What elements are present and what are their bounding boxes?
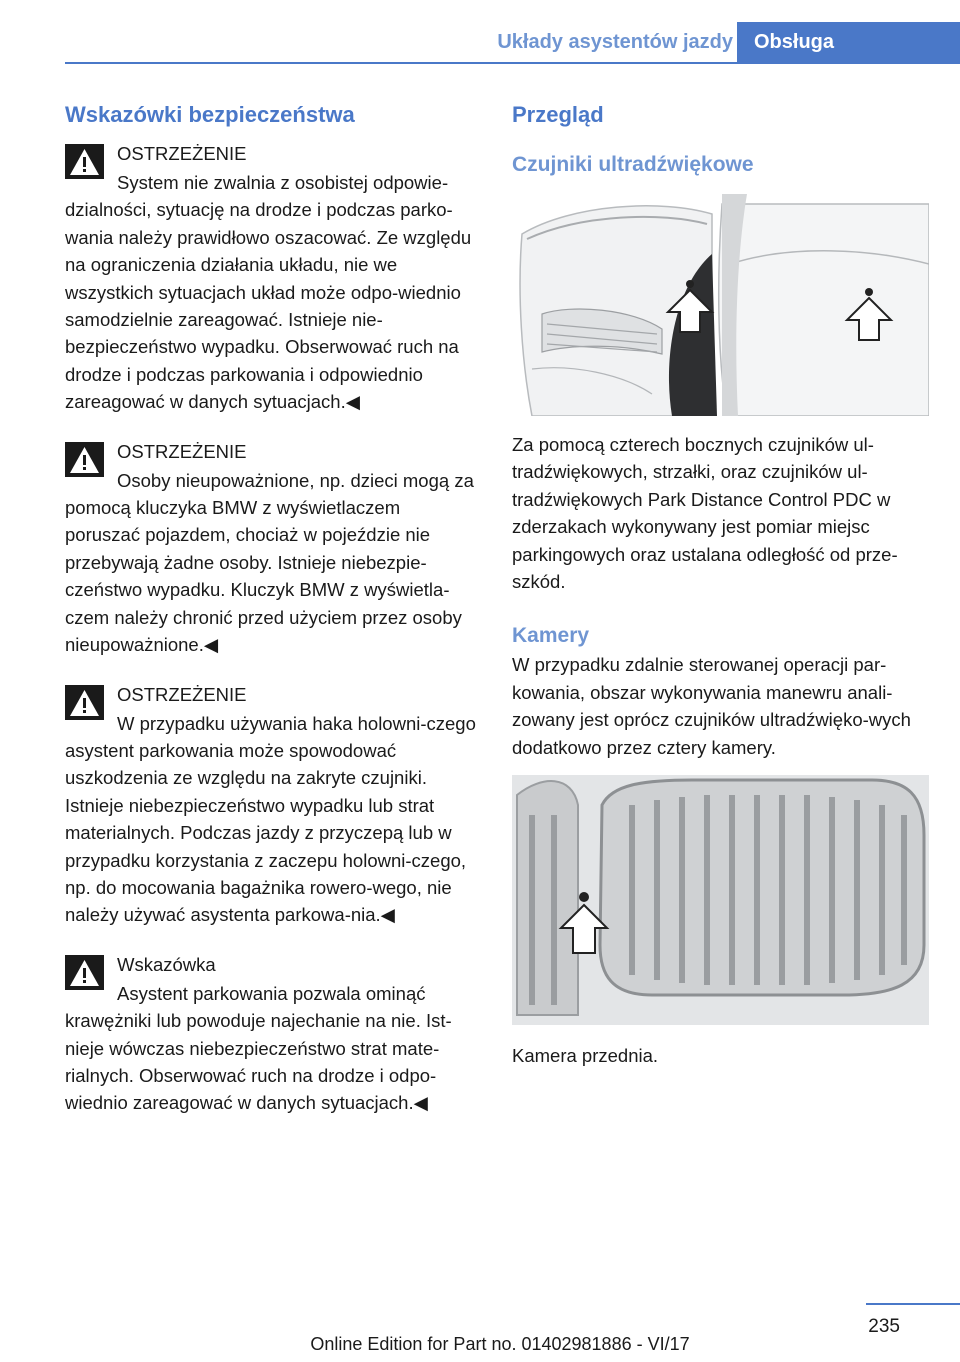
car-sensors-illustration: [512, 194, 929, 416]
right-column: [512, 100, 930, 1069]
section-tab[interactable]: Obsługa: [737, 22, 960, 62]
header-rule: [65, 62, 960, 64]
warning-text: System nie zwalnia z osobistej odpowie‐dzialności, sytuację na drodze i podczas parko‐wania należy prawidłowo oszacować. Ze względu na ograniczenia działania układu, nie we wszystkich sytuacjach układ może odpo‐wiednio samodzielnie zareagować. Istnieje nie‐bezpieczeństwo wypadku. Obserwować ruch na drodze i podczas parkowania i odpowiednio zareagować w danych sytuacjach.◀: [65, 172, 472, 413]
note-title: Wskazówka: [117, 953, 216, 975]
warning-icon: [65, 144, 104, 179]
page-number: 235: [868, 1316, 900, 1337]
sensors-subheading: Czujniki ultradźwiękowe: [512, 153, 754, 176]
cameras-subheading: Kamery: [512, 624, 590, 648]
warning-block: [65, 681, 478, 929]
footer-rule: [866, 1303, 960, 1305]
sensors-description: Za pomocą czterech bocznych czujników ul‐tradźwiękowych, strzałki, oraz czujników ul‐tradźwiękowych Park Distance Control PDC w zderzakach wykonywany jest pomiar miejsc parkingowych oraz ustalana odległość od prze‐szkód.: [512, 434, 898, 593]
warning-icon: [65, 685, 104, 720]
warning-icon: [65, 442, 104, 477]
safety-heading: Wskazówki bezpieczeństwa: [65, 102, 355, 127]
overview-heading: Przegląd: [512, 102, 604, 127]
note-text: Asystent parkowania pozwala ominąć krawężniki lub powoduje najechanie na nie. Ist‐nieje wówczas niebezpieczeństwo strat mate‐rialnych. Obserwować ruch na drodze i odpo‐wiednio zareagować w danych sytuacjach.◀: [65, 982, 452, 1114]
warning-title: OSTRZEŻENIE: [117, 683, 247, 705]
front-camera-caption: Kamera przednia.: [512, 1045, 659, 1067]
left-column: [65, 100, 478, 1117]
note-block: [65, 951, 478, 1117]
warning-icon: [65, 955, 104, 990]
warning-block: [65, 438, 478, 659]
warning-block: [65, 140, 478, 416]
warning-title: OSTRZEŻENIE: [117, 440, 247, 462]
warning-text: W przypadku używania haka holowni‐czego asystent parkowania może spowodować uszkodzenia ze względu na zakryte czujniki. Istnieje niebezpieczeństwo wypadku lub strat materialnych. Podczas jazdy z przyczepą lub w przypadku korzystania z zaczepu holowni‐czego, np. do mocowania bagażnika rowero‐wego, nie należy używać asystenta parkowa‐nia.◀: [65, 712, 476, 926]
edition-footer: Online Edition for Part no. 01402981886 - VI/17: [310, 1334, 690, 1354]
cameras-description: W przypadku zdalnie sterowanej operacji par‐kowania, obszar wykonywania manewru anali‐zowany jest oprócz czujników ultradźwięko‐wych dodatkowo przez cztery kamery.: [512, 654, 911, 758]
chapter-title: Układy asystentów jazdy: [497, 31, 733, 53]
front-camera-illustration: [512, 775, 929, 1025]
warning-title: OSTRZEŻENIE: [117, 143, 247, 164]
warning-text: Osoby nieupoważnione, np. dzieci mogą za pomocą kluczyka BMW z wyświetlaczem poruszać pojazdem, chociaż w pojeździe nie przebywają żadne osoby. Istnieje niebezpie‐czeństwo wypadku. Kluczyk BMW z wyświetla‐czem należy chronić przed użyciem przez osoby nieupoważnione.◀: [65, 469, 474, 656]
